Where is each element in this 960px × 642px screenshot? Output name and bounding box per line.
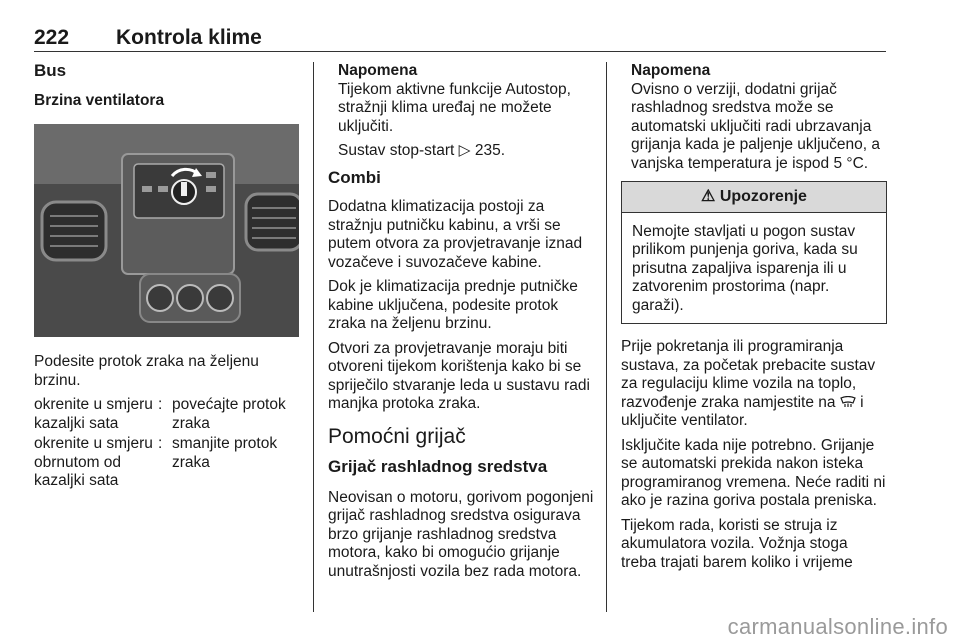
fan-knob-figure bbox=[34, 124, 299, 337]
step-action: povećajte protok zraka bbox=[172, 396, 286, 432]
step-label: okrenite u smjeru kazaljki sata bbox=[34, 396, 153, 432]
note-title: Napomena bbox=[338, 62, 418, 79]
chapter-title: Kontrola klime bbox=[116, 26, 262, 49]
column-divider bbox=[606, 62, 607, 612]
fan-intro: Podesite protok zraka na željenu brzinu. bbox=[34, 353, 259, 389]
watermark: carmanualsonline.info bbox=[727, 614, 948, 639]
warning-header bbox=[622, 182, 886, 213]
warning-box bbox=[621, 181, 887, 324]
paragraph-text-before: Prije pokretanja ili programiranja sustava, za početak prebacite sustav za regulaciju klime vozila na toplo, razvođenje zraka namjestite na bbox=[621, 338, 876, 411]
combi-paragraph-2: Dok je klimatizacija prednje putničke kabine uključena, podesite protok zraka na željenu brzinu. bbox=[328, 278, 578, 332]
fan-steps-list bbox=[34, 396, 300, 491]
subsection-coolant-heater: Grijač rashladnog sredstva bbox=[328, 457, 548, 476]
page-header bbox=[34, 26, 886, 52]
windscreen-vent-icon bbox=[840, 396, 856, 408]
note-text: Ovisno o verziji, dodatni grijač rashladnog sredstva može se automatski uključiti radi ubrzavanja grijanja kada je paljenje uključeno, a vanjska temperatura je ispod 5 °C. bbox=[631, 80, 881, 172]
warning-text: Nemojte stavljati u pogon sustav prilikom punjenja goriva, kada su prisutna zapaljiva isparenja ili u zatvorenim prostorima (napr. garaži). bbox=[632, 222, 858, 314]
step-row bbox=[34, 435, 300, 491]
section-title-aux-heater: Pomoćni grijač bbox=[328, 424, 466, 448]
paragraph-switch-off: Isključite kada nije potrebno. Grijanje se automatski prekida nakon isteka programiranog vremena. Neće raditi ni ako je razina goriva postala preniska. bbox=[621, 436, 886, 509]
step-label: okrenite u smjeru obrnutom od kazaljki sata bbox=[34, 435, 153, 489]
combi-paragraph-1: Dodatna klimatizacija postoji za stražnju putničku kabinu, a vrši se putem otvora za provjetravanje iznad vozačeve i suvozačeve kabine. bbox=[328, 198, 583, 271]
step-action: smanjite protok zraka bbox=[172, 435, 278, 471]
note-text: Tijekom aktivne funkcije Autostop, stražnji klima uređaj ne možete uključiti. bbox=[338, 80, 571, 135]
paragraph-battery: Tijekom rada, koristi se struja iz akumulatora vozila. Vožnja stoga treba trajati barem koliko i vrijeme bbox=[621, 516, 853, 571]
step-separator: : bbox=[158, 396, 163, 413]
combi-paragraph-3: Otvori za provjetravanje moraju biti otvoreni tijekom korištenja kako bi se spriječilo stvaranje leda u sustavu radi manjka protoka zraka. bbox=[328, 339, 590, 412]
step-separator: : bbox=[158, 435, 163, 452]
subsection-fan-speed: Brzina ventilatora bbox=[34, 91, 165, 109]
section-title-bus: Bus bbox=[34, 61, 67, 80]
paragraph-text-after: i uključite ventilator. bbox=[621, 393, 864, 429]
column-divider bbox=[313, 62, 314, 612]
warning-title: Upozorenje bbox=[719, 188, 807, 205]
column-left bbox=[34, 62, 300, 493]
paragraph-before-start bbox=[621, 338, 887, 431]
note-auto-heater bbox=[621, 62, 887, 173]
warning-triangle-icon: ⚠ bbox=[701, 188, 716, 205]
note-autostop bbox=[328, 62, 596, 161]
note-reference-link[interactable]: Sustav stop-start ▷ 235. bbox=[338, 142, 505, 159]
section-title-combi: Combi bbox=[328, 167, 381, 187]
step-row bbox=[34, 396, 300, 433]
page-number: 222 bbox=[34, 26, 70, 49]
column-right bbox=[621, 62, 887, 578]
coolant-paragraph-1: Neovisan o motoru, gorivom pogonjeni grijač rashladnog sredstva osigurava brzo grijanje rashladnog sredstva motora, kako bi omogućio grijanje unutrašnjosti vozila bez rada motora. bbox=[328, 488, 594, 580]
note-title: Napomena bbox=[631, 62, 711, 79]
fan-knob-dashboard-illustration bbox=[34, 124, 299, 337]
column-middle bbox=[328, 62, 596, 587]
